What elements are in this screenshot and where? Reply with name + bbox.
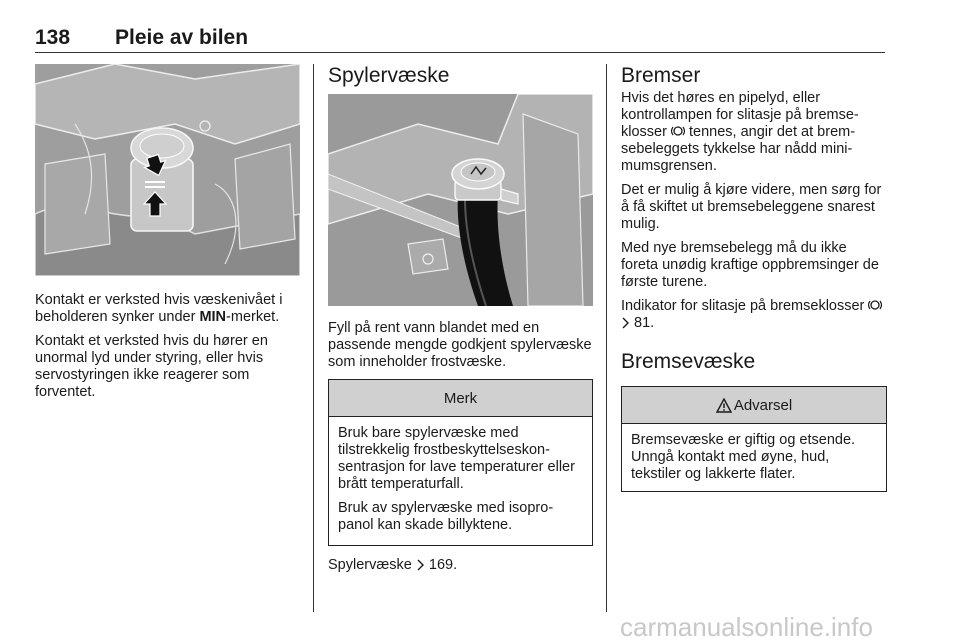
cross-reference-washer-fluid: Spylervæske 169. (328, 557, 458, 573)
warning-text: Bremsevæske er giftig og etsende. Unngå kontakt med øyne, hud, tekstiler og lakkerte flater. (631, 432, 856, 482)
page-number: 138 (35, 26, 71, 49)
warning-triangle-icon (716, 398, 732, 413)
column-left (35, 64, 300, 408)
power-steering-reservoir-illustration (35, 64, 300, 276)
section-heading-brakes: Bremser (621, 64, 701, 87)
paragraph-fluid-level: Kontakt er verksted hvis væskenivået i beholderen synker under MIN-merket. (35, 292, 283, 325)
note-paragraph-antifreeze: Bruk bare spylervæske med tilstrekkelig frostbeskyttelseskonsentrasjon for lave temperaturer eller brått temperaturfall. (338, 425, 575, 492)
cross-reference-brake-wear: Indikator for slitasje på bremseklosser 81. (621, 298, 887, 332)
page-reference-arrow-icon (621, 317, 630, 329)
paragraph-new-pads: Med nye bremsebelegg må du ikke foreta unødig kraftige oppbremsinger de første turene. (621, 240, 879, 290)
warning-box-title: Advarsel (733, 396, 793, 414)
paragraph-replace-pads: Det er mulig å kjøre videre, men sørg for å få skiftet ut bremsebeleggene snarest mulig. (621, 182, 882, 232)
warning-box-header (622, 387, 886, 424)
warning-box (621, 386, 887, 492)
paragraph-fill-instructions: Fyll på rent vann blandet med en passende mengde godkjent spylervæske som inneholder frostvæske. (328, 320, 592, 370)
washer-fluid-reservoir-illustration (328, 94, 593, 306)
note-box (328, 379, 593, 546)
column-divider (313, 64, 314, 612)
brake-pad-wear-icon (671, 124, 685, 138)
watermark: carmanualsonline.info (620, 612, 873, 642)
paragraph-steering-noise: Kontakt et verksted hvis du hører en unormal lyd under styring, eller hvis servostyringen ikke reagerer som forventet. (35, 333, 268, 400)
section-heading-washer-fluid: Spylervæske (328, 64, 450, 87)
chapter-title: Pleie av bilen (115, 26, 249, 49)
note-paragraph-isopropanol: Bruk av spylervæske med isopropanol kan skade billyktene. (338, 500, 554, 533)
column-right (621, 64, 887, 492)
column-divider (606, 64, 607, 612)
column-middle (328, 64, 593, 581)
note-box-title: Merk (329, 380, 592, 417)
section-heading-brake-fluid: Bremsevæske (621, 350, 756, 373)
paragraph-brake-warning: Hvis det høres en pipelyd, eller kontrollampen for slitasje på bremseklosser tennes, angir det at bremsebeleggets tykkelse har nådd minimumsgrensen. (621, 90, 859, 174)
brake-pad-wear-icon (868, 298, 882, 312)
page-reference-arrow-icon (416, 559, 425, 571)
page-header (35, 26, 885, 53)
min-mark-label: MIN (199, 309, 227, 325)
